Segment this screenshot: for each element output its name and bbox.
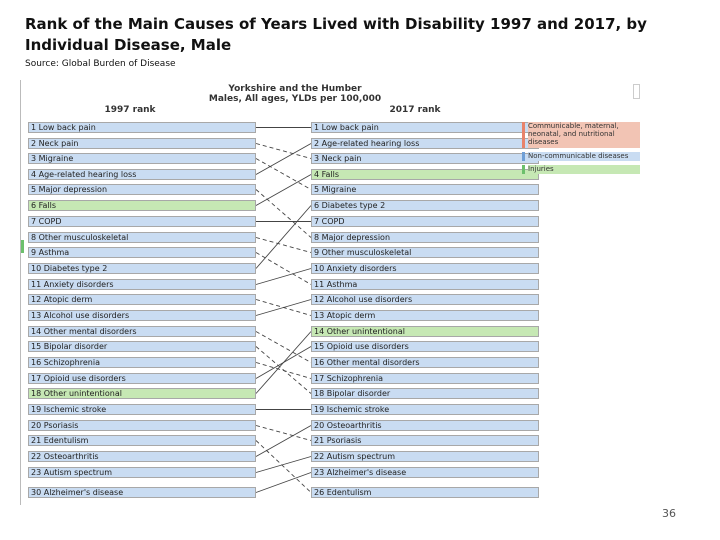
left-rank-label-6-falls: 6 Falls — [31, 201, 57, 210]
figure-title-line1: Yorkshire and the Humber — [228, 84, 362, 94]
legend-swatch — [522, 152, 525, 161]
rank-link-line — [256, 190, 311, 238]
rank-link-line — [256, 253, 311, 285]
figure-title-line2: Males, All ages, YLDs per 100,000 — [208, 94, 382, 104]
left-rank-label-13-alcohol-use-disorders: 13 Alcohol use disorders — [31, 311, 130, 320]
left-rank-label-7-copd: 7 COPD — [31, 217, 62, 226]
right-rank-label-5-migraine: 5 Migraine — [314, 185, 357, 194]
right-rank-item — [311, 184, 539, 195]
left-rank-item — [28, 404, 256, 415]
left-rank-item — [28, 279, 256, 290]
right-rank-label-4-falls: 4 Falls — [314, 170, 340, 179]
legend-item-communicable — [522, 122, 640, 148]
left-column-header: 1997 rank — [104, 105, 156, 115]
left-rank-label-1-low-back-pain: 1 Low back pain — [31, 123, 96, 132]
rank-link-line — [256, 144, 311, 175]
right-rank-item — [311, 232, 539, 243]
left-rank-item — [28, 357, 256, 368]
right-rank-item — [311, 294, 539, 305]
right-rank-label-18-bipolar-disorder: 18 Bipolar disorder — [314, 389, 391, 398]
right-rank-label-17-schizophrenia: 17 Schizophrenia — [314, 374, 383, 383]
rank-link-line — [256, 347, 311, 394]
rank-link-line — [256, 426, 311, 441]
right-rank-item — [311, 122, 539, 133]
left-rank-item — [28, 247, 256, 258]
left-rank-label-22-osteoarthritis: 22 Osteoarthritis — [31, 452, 99, 461]
right-rank-label-6-diabetes-type-2: 6 Diabetes type 2 — [314, 201, 386, 210]
right-rank-item — [311, 138, 539, 149]
left-rank-label-12-atopic-derm: 12 Atopic derm — [31, 295, 93, 304]
left-rank-label-3-migraine: 3 Migraine — [31, 154, 74, 163]
legend-swatch — [522, 122, 525, 148]
left-rank-label-30-alzheimer-s-disease: 30 Alzheimer's disease — [31, 488, 124, 497]
left-rank-label-18-other-unintentional: 18 Other unintentional — [31, 389, 122, 398]
rank-link-line — [256, 426, 311, 457]
right-rank-label-10-anxiety-disorders: 10 Anxiety disorders — [314, 264, 397, 273]
left-rank-label-9-asthma: 9 Asthma — [31, 248, 70, 257]
rank-chart-figure — [20, 80, 640, 505]
rank-link-line — [256, 238, 311, 253]
rank-link-line — [256, 441, 311, 493]
right-rank-item — [311, 341, 539, 352]
rank-link-line — [256, 457, 311, 473]
rank-link-line — [256, 175, 311, 206]
rank-link-line — [256, 159, 311, 190]
right-rank-item — [311, 326, 539, 337]
left-rank-label-21-edentulism: 21 Edentulism — [31, 436, 89, 445]
right-rank-item — [311, 420, 539, 431]
right-rank-item — [311, 310, 539, 321]
right-rank-label-9-other-musculoskeletal: 9 Other musculoskeletal — [314, 248, 412, 257]
right-column-header: 2017 rank — [389, 105, 441, 115]
left-rank-item — [28, 467, 256, 478]
right-rank-label-26-edentulism: 26 Edentulism — [314, 488, 372, 497]
left-rank-label-19-ischemic-stroke: 19 Ischemic stroke — [31, 405, 107, 414]
right-rank-item — [311, 153, 539, 164]
legend-swatch — [522, 165, 525, 174]
left-rank-item — [28, 263, 256, 274]
right-rank-item — [311, 404, 539, 415]
left-rank-item — [28, 326, 256, 337]
right-rank-item — [311, 373, 539, 384]
left-rank-item — [28, 169, 256, 180]
right-rank-item — [311, 487, 539, 498]
left-rank-label-8-other-musculoskeletal: 8 Other musculoskeletal — [31, 233, 129, 242]
right-rank-label-20-osteoarthritis: 20 Osteoarthritis — [314, 421, 382, 430]
left-rank-item — [28, 388, 256, 399]
right-rank-item — [311, 467, 539, 478]
right-rank-label-14-other-unintentional: 14 Other unintentional — [314, 327, 405, 336]
left-rank-item — [28, 373, 256, 384]
right-rank-label-7-copd: 7 COPD — [314, 217, 345, 226]
right-rank-item — [311, 435, 539, 446]
left-rank-label-4-age-related-hearing-loss: 4 Age-related hearing loss — [31, 170, 137, 179]
left-rank-item — [28, 435, 256, 446]
left-rank-item — [28, 184, 256, 195]
legend-item-injuries — [522, 165, 640, 174]
left-rank-item — [28, 138, 256, 149]
rank-link-line — [256, 206, 311, 269]
right-rank-item — [311, 357, 539, 368]
right-rank-label-22-autism-spectrum: 22 Autism spectrum — [314, 452, 395, 461]
legend-item-non-communicable — [522, 152, 640, 161]
left-rank-item — [28, 232, 256, 243]
right-rank-label-15-opioid-use-disorders: 15 Opioid use disorders — [314, 342, 409, 351]
right-rank-item — [311, 216, 539, 227]
rank-link-line — [256, 269, 311, 285]
source-note: Source: Global Burden of Disease — [25, 59, 176, 69]
left-rank-item — [28, 216, 256, 227]
right-rank-item — [311, 388, 539, 399]
slide-title: Rank of the Main Causes of Years Lived with Disability 1997 and 2017, by Individual Disease, Male — [25, 15, 647, 54]
rank-link-line — [256, 144, 311, 159]
right-rank-label-1-low-back-pain: 1 Low back pain — [314, 123, 379, 132]
right-rank-item — [311, 169, 539, 180]
right-rank-label-12-alcohol-use-disorders: 12 Alcohol use disorders — [314, 295, 413, 304]
legend-label: Non-communicable diseases — [528, 152, 640, 161]
left-rank-item — [28, 420, 256, 431]
legend-label: Injuries — [528, 165, 640, 174]
right-rank-label-8-major-depression: 8 Major depression — [314, 233, 391, 242]
left-rank-label-17-opioid-use-disorders: 17 Opioid use disorders — [31, 374, 126, 383]
left-rank-item — [28, 451, 256, 462]
right-rank-item — [311, 247, 539, 258]
right-rank-item — [311, 200, 539, 211]
left-rank-label-10-diabetes-type-2: 10 Diabetes type 2 — [31, 264, 108, 273]
left-rank-item — [28, 200, 256, 211]
rank-link-line — [256, 473, 311, 493]
left-rank-item — [28, 294, 256, 305]
left-rank-item — [28, 122, 256, 133]
right-rank-item — [311, 263, 539, 274]
page-number: 36 — [662, 507, 676, 520]
left-rank-label-20-psoriasis: 20 Psoriasis — [31, 421, 79, 430]
left-rank-item — [28, 310, 256, 321]
rank-link-line — [256, 363, 311, 379]
left-rank-item — [28, 341, 256, 352]
right-rank-label-16-other-mental-disorders: 16 Other mental disorders — [314, 358, 420, 367]
right-rank-label-19-ischemic-stroke: 19 Ischemic stroke — [314, 405, 390, 414]
right-rank-item — [311, 451, 539, 462]
left-rank-label-23-autism-spectrum: 23 Autism spectrum — [31, 468, 112, 477]
right-rank-label-2-age-related-hearing-loss: 2 Age-related hearing loss — [314, 139, 420, 148]
right-rank-label-13-atopic-derm: 13 Atopic derm — [314, 311, 376, 320]
left-rank-label-16-schizophrenia: 16 Schizophrenia — [31, 358, 100, 367]
left-rank-label-15-bipolar-disorder: 15 Bipolar disorder — [31, 342, 108, 351]
right-rank-label-21-psoriasis: 21 Psoriasis — [314, 436, 362, 445]
legend-label: Communicable, maternal, neonatal, and nutritional diseases — [528, 122, 640, 148]
left-rank-item — [28, 153, 256, 164]
left-rank-item — [28, 487, 256, 498]
rank-link-line — [256, 332, 311, 394]
left-rank-label-2-neck-pain: 2 Neck pain — [31, 139, 79, 148]
rank-link-line — [256, 332, 311, 363]
right-rank-label-3-neck-pain: 3 Neck pain — [314, 154, 362, 163]
right-rank-label-11-asthma: 11 Asthma — [314, 280, 358, 289]
left-rank-label-11-anxiety-disorders: 11 Anxiety disorders — [31, 280, 114, 289]
left-rank-label-5-major-depression: 5 Major depression — [31, 185, 108, 194]
right-rank-label-23-alzheimer-s-disease: 23 Alzheimer's disease — [314, 468, 407, 477]
right-rank-item — [311, 279, 539, 290]
left-rank-label-14-other-mental-disorders: 14 Other mental disorders — [31, 327, 137, 336]
